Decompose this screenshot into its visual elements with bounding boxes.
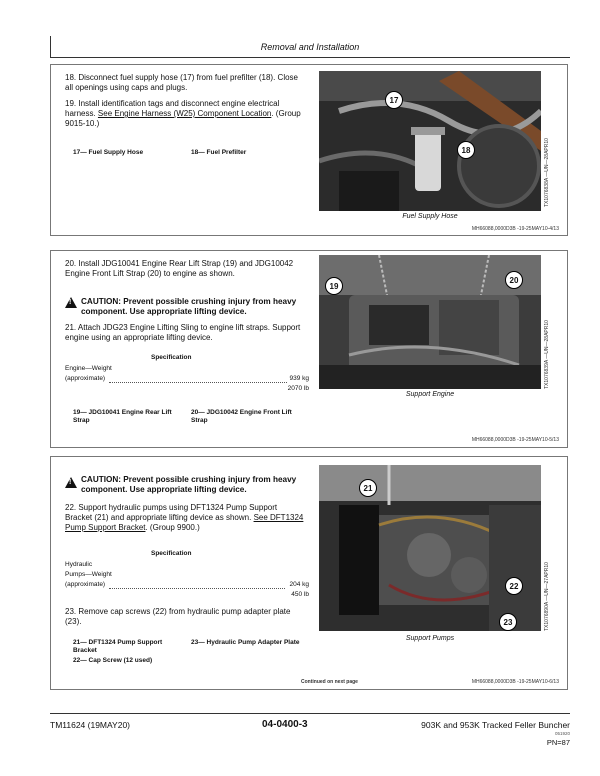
figure-code: TX1076890A —UN—27APR10: [544, 562, 550, 631]
spec-value-lb: 450 lb: [291, 591, 309, 598]
support-pumps-photo: [319, 465, 541, 631]
legend-item: 22— Cap Screw (12 used): [73, 657, 153, 664]
figure-code: TX1076838A —UN—28APR10: [544, 138, 550, 207]
figure-caption: Support Pumps: [405, 635, 455, 642]
reference-code: MH66088,0000D3B -19-25MAY10-5/13: [471, 437, 559, 443]
step-panel-support-engine: [50, 250, 568, 448]
caution-text: CAUTION: Prevent possible crushing injury from heavy component. Use appropriate lifting device.: [81, 475, 297, 494]
legend-item: 20— JDG10042 Engine Front Lift Strap: [191, 409, 292, 424]
callout-17: 17: [385, 91, 403, 109]
step-22-text: [65, 503, 305, 533]
step-22-text-a: 22. Support hydraulic pumps using DFT1324 Pump Support Bracket (21) and appropriate lifting device as shown.: [65, 503, 278, 522]
spec-label: (approximate): [65, 581, 106, 588]
spec-label: Hydraulic: [65, 561, 93, 568]
warning-icon: [65, 297, 77, 308]
step-23-text: 23. Remove cap screws (22) from hydraulic pump adapter plate (23).: [65, 607, 291, 626]
pump-support-bracket-link[interactable]: See DFT1324 Pump Support Bracket: [65, 513, 304, 532]
support-engine-photo: [319, 255, 541, 389]
page-number: 04-0400-3: [262, 719, 308, 730]
caution-text: CAUTION: Prevent possible crushing injury from heavy component. Use appropriate lifting device.: [81, 297, 297, 316]
spec-value-kg: 939 kg: [289, 375, 309, 382]
dot-leader: [109, 588, 285, 589]
step-21-text: 21. Attach JDG23 Engine Lifting Sling to engine lift straps. Support engine using an appropriate lifting device.: [65, 323, 301, 342]
reference-code: MH66088,0000D3B -19-25MAY10-4/13: [471, 226, 559, 232]
fuel-supply-hose-photo: [319, 71, 541, 211]
figure-caption: Fuel Supply Hose: [402, 213, 458, 220]
figure-code: TX1076839A —UN—28APR10: [544, 320, 550, 389]
callout-20: 20: [505, 271, 523, 289]
manual-id: TM11624 (19MAY20): [50, 720, 130, 730]
step-19-text-b: . (Group 9015-10.): [65, 109, 301, 128]
pn-label: PN=87: [546, 738, 570, 747]
callout-21: 21: [359, 479, 377, 497]
warning-icon: [65, 477, 77, 488]
dot-leader: [109, 382, 287, 383]
step-panel-support-pumps: [50, 456, 568, 690]
step-panel-fuel-hose: [50, 64, 568, 236]
footer-small-code: 051920: [554, 731, 570, 736]
legend-item: 23— Hydraulic Pump Adapter Plate: [191, 639, 300, 646]
step-22-text-b: . (Group 9900.): [145, 523, 200, 532]
spec-label: Pumps—Weight: [65, 571, 112, 578]
callout-19: 19: [325, 277, 343, 295]
spec-label: (approximate): [65, 375, 106, 382]
callout-23: 23: [499, 613, 517, 631]
step-18-text: 18. Disconnect fuel supply hose (17) from fuel prefilter (18). Close all openings using caps and plugs.: [65, 73, 298, 92]
header-rule: [50, 57, 570, 58]
legend-item: 18— Fuel Prefilter: [191, 149, 247, 156]
engine-harness-link[interactable]: See Engine Harness (W25) Component Location: [97, 109, 272, 118]
section-title: Removal and Installation: [260, 42, 360, 52]
legend-item: 19— JDG10041 Engine Rear Lift Strap: [73, 409, 172, 424]
spec-value-kg: 204 kg: [289, 581, 309, 588]
step-19-text-a: 19. Install identification tags and disconnect engine electrical harness.: [65, 99, 280, 118]
continued-note: Continued on next page: [301, 679, 358, 685]
product-name: 903K and 953K Tracked Feller Buncher: [421, 720, 570, 730]
legend-item: 17— Fuel Supply Hose: [73, 149, 144, 156]
step-20-text: 20. Install JDG10041 Engine Rear Lift Strap (19) and JDG10042 Engine Front Lift Strap (20) to engine as shown.: [65, 259, 294, 278]
step-19-text: [65, 99, 305, 129]
spec-heading: Specification: [151, 550, 192, 557]
spec-label: Engine—Weight: [65, 365, 112, 372]
callout-18: 18: [457, 141, 475, 159]
figure-caption: Support Engine: [405, 391, 455, 398]
footer-rule: [50, 713, 570, 714]
spec-heading: Specification: [151, 354, 192, 361]
reference-code: MH66088,0000D3B -19-25MAY10-6/13: [471, 679, 559, 685]
callout-22: 22: [505, 577, 523, 595]
legend-item: 21— DFT1324 Pump Support Bracket: [73, 639, 163, 654]
spec-value-lb: 2070 lb: [287, 385, 309, 392]
